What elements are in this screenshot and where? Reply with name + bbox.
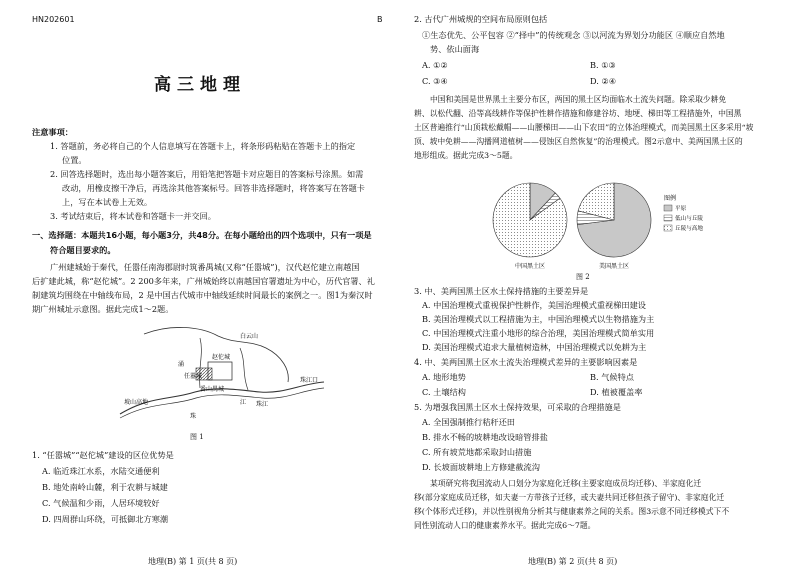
q5-option: D. 长坡面坡耕地上方修建截流沟: [422, 462, 540, 472]
passage-line: 同性别流动人口的健康素养水平。据此完成6～7题。: [414, 521, 596, 530]
notice-heading: 注意事项：: [32, 127, 73, 137]
passage-line: 期广州城址示意图。据此完成1～2题。: [32, 304, 174, 314]
section-heading: 一、选择题：本题共16小题，每小题3分，共48分。在每小题给出的四个选项中，只有一项是: [32, 230, 372, 240]
figure-2-caption: 图 2: [576, 273, 590, 281]
q4-stem: 4. 中、美两国黑土区水土流失治理模式差异的主要影响因素是: [414, 357, 638, 367]
notice-line: 上，写在本试卷上无效。: [62, 197, 153, 207]
legend-swatch-lowhill: [664, 215, 672, 221]
legend-label: 低山与丘陵: [675, 216, 703, 222]
passage-line: 地形组成。据此完成3～5题。: [414, 151, 518, 160]
q3-option: A. 中国治理模式重视保护性耕作，美国治理模式重视梯田建设: [422, 300, 646, 310]
right-page: [400, 0, 800, 579]
legend-label: 平原: [675, 206, 687, 212]
q3-option: D. 美国治理模式追求大量植树造林，中国治理模式以免耕为主: [422, 342, 647, 352]
q2-option: C. ③④: [422, 76, 448, 86]
q5-stem: 5. 为增强我国黑土区水土保持效果，可采取的合理措施是: [414, 402, 621, 412]
q5-option: B. 排水不畅的坡耕地改设暗管排盐: [422, 432, 548, 442]
passage-line: 顶、坡中免耕——沟播网道植树——侵蚀区自然恢复”的治理模式。图2示意中、美两国黑土区的: [414, 137, 743, 146]
passage-line: 后扩建此城，称“赵佗城”。2 200多年来，广州城始终以南越国官署遗址为中心，历代官署、礼: [32, 276, 375, 286]
passage-line: 土区普遍推行“山顶栽松戴帽——山腰梯田——山下农田”的立体治理模式，而美国黑土区多采用“坡: [414, 123, 754, 132]
q3-option: B. 美国治理模式以工程措施为主，中国治理模式以生物措施为主: [422, 314, 655, 324]
notice-line: 3. 考试结束后，将本试卷和答题卡一并交回。: [50, 211, 216, 221]
page-footer: 地理(B) 第 2 页(共 8 页): [528, 557, 618, 566]
map-label-baiyun: 白云山: [240, 333, 259, 340]
q2-items-cont: 势、依山面海: [430, 44, 480, 54]
pie-title-china: 中国黑土区: [514, 263, 546, 270]
map-label-panyu: 番山禺城: [200, 386, 225, 393]
legend-label: 丘陵与高地: [675, 226, 703, 232]
tributary-line: [240, 348, 248, 390]
q1-option: A. 临近珠江水系，水陆交通便利: [42, 466, 160, 476]
figure-1-map: [100, 318, 340, 430]
page-title: 高三地理: [154, 75, 246, 95]
pie-china: [493, 183, 567, 257]
q2-option: A. ①②: [422, 60, 448, 70]
q5-option: A. 全国强制推行秸秆还田: [422, 417, 515, 427]
tributary-line: [200, 338, 202, 388]
map-label-zhaotuo: 赵佗城: [212, 354, 231, 361]
q2-items: ①生态优先、公平包容 ②“择中”的传统观念 ③以河流为界划分功能区 ④顺应自然地: [422, 30, 725, 40]
notice-line: 1. 答题前，务必将自己的个人信息填写在答题卡上，将条形码粘贴在答题卡上的指定: [50, 141, 356, 151]
section-heading-cont: 符合题目要求的。: [50, 245, 116, 255]
passage-line: 移(部分家庭成员迁移，如夫妻一方带孩子迁移，或夫妻共同迁移但孩子留守)、非家庭化迁: [414, 493, 725, 502]
legend-swatch-hill: [664, 225, 672, 231]
passage-line: 制建筑均围绕在中轴线布局，2 是中国古代城市中轴线延续时间最长的案例之一。图1为秦汉时: [32, 290, 373, 300]
exam-code: HN202601: [32, 15, 75, 24]
passage-line: 中国和美国是世界黑土主要分布区，两国的黑土区均面临水土流失问题。除采取少耕免: [430, 95, 727, 104]
q3-option: C. 中国治理模式注重小地形的综合治理，美国治理模式简单实用: [422, 328, 655, 338]
q1-option: B. 地处南岭山麓，利于农耕与城建: [42, 482, 168, 492]
q2-stem: 2. 古代广州城规的空间布局原则包括: [414, 14, 548, 24]
q5-option: C. 所有坡荒地都采取封山措施: [422, 447, 532, 457]
q4-option: B. 气候特点: [590, 372, 634, 382]
pie-usa: [577, 183, 651, 257]
map-label-renxiao: 任嚣城: [184, 373, 203, 380]
exam-version: B: [377, 15, 383, 24]
figure-1-caption: 图 1: [190, 433, 204, 441]
pie-title-usa: 美国黑土区: [598, 263, 630, 270]
page-footer: 地理(B) 第 1 页(共 8 页): [148, 557, 238, 566]
q2-option: D. ②④: [590, 76, 617, 86]
passage-line: 耕、以松代翻、沿等高线耕作等保护性耕作措施和修建谷坊、地埂、梯田等工程措施外，中国黑: [414, 109, 742, 118]
map-label-zhu2: 珠: [190, 413, 197, 420]
q2-option: B. ①③: [590, 60, 616, 70]
q1-stem: 1. “任嚣城”“赵佗城”建设的区位优势是: [32, 450, 174, 460]
legend-swatch-plain: [664, 205, 672, 211]
figure-2-pie-charts: [480, 180, 720, 272]
notice-line: 改动，用橡皮擦干净后，再选涂其他答案标号。回答非选择题时，将答案写在答题卡: [62, 183, 365, 193]
q4-option: C. 土壤结构: [422, 387, 466, 397]
passage-line: 广州建城始于秦代，任嚣任南海郡尉时筑番禺城(又称“任嚣城”)，汉代赵佗建立南越国: [50, 262, 360, 272]
q3-stem: 3. 中、美两国黑土区水土保持措施的主要差异是: [414, 286, 589, 296]
legend-heading: 图例: [664, 195, 677, 202]
map-label-pearl: 珠江: [256, 401, 269, 408]
q4-option: D. 植被覆盖率: [590, 387, 643, 397]
q1-option: D. 四周群山环绕，可抵御北方寒潮: [42, 514, 169, 524]
map-label-jiang: 江: [240, 399, 247, 406]
map-label-gangkou: 珠江口: [300, 377, 319, 384]
notice-line: 位置。: [62, 155, 87, 165]
map-label-tu: 涌: [178, 361, 185, 368]
passage-line: 移(个体形式迁移)，并以性别视角分析其与健康素养之间的关系。图3示意不同迁移模式下不: [414, 507, 730, 516]
q1-option: C. 气候温和少雨，人居环境较好: [42, 498, 160, 508]
notice-line: 2. 回答选择题时，选出每小题答案后，用铅笔把答题卡对应题目的答案标号涂黑。如需: [50, 169, 364, 179]
map-label-lingnan: 坡山高地: [124, 399, 149, 406]
passage-line: 某项研究将我国流动人口划分为家庭化迁移(主要家庭成员均迁移)、半家庭化迁: [430, 479, 702, 488]
q4-option: A. 地形地势: [422, 372, 466, 382]
